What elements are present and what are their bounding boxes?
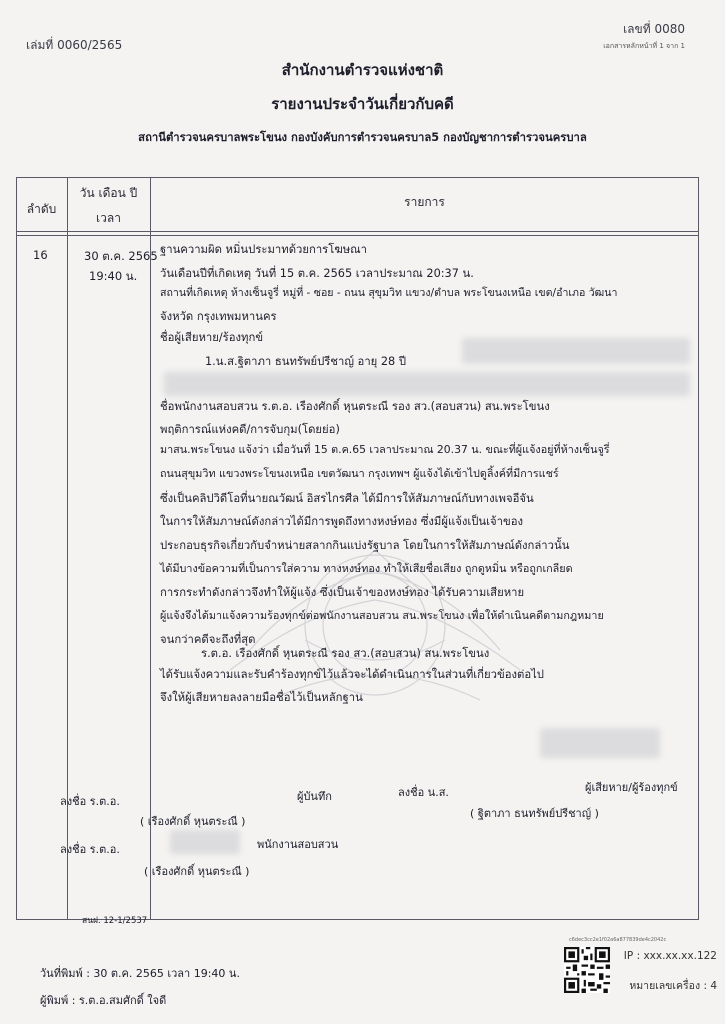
col-header-date: วัน เดือน ปี [79, 186, 138, 200]
col-header-seq: ลำดับ [26, 202, 57, 216]
narrative-line: ซึ่งเป็นคลิปวิดีโอที่นายณวัฒน์ อิสรไกรศีล ได้มีการให้สัมภาษณ์กับทางเพจอีจัน [160, 492, 534, 505]
entry-seq: 16 [33, 248, 48, 262]
form-code: สนฝ. 12-1/2537 [82, 916, 148, 926]
document-hash: c6dec3cc2e1f02a6a877839de4c2042c [569, 937, 667, 943]
investigator-name: ( เรืองศักดิ์ หุนตระณี ) [144, 865, 250, 878]
table-col-divider [150, 177, 151, 920]
ip-address: IP : xxx.xx.xx.122 [623, 950, 717, 962]
narrative-line: การกระทำดังกล่าวจึงทำให้ผู้แจ้ง ซึ่งเป็นเจ้าของหงษ์ทอง ได้รับความเสียหาย [160, 586, 525, 599]
narrative-line: มาสน.พระโขนง แจ้งว่า เมื่อวันที่ 15 ต.ค.65 เวลาประมาณ 20.37 น. ขณะที่ผู้แจ้งอยู่ที่ห้างเซ็นจูรี่ [160, 443, 610, 456]
col-header-time: เวลา [96, 211, 121, 225]
entry-time: 19:40 น. [89, 269, 138, 283]
narrative-line: ในการให้สัมภาษณ์ดังกล่าวได้มีการพูดถึงทางหงษ์ทอง ซึ่งมีผู้แจ้งเป็นเจ้าของ [160, 515, 523, 528]
document-number: เลขที่ 0080 [623, 22, 685, 36]
narrative-line: ผู้แจ้งจึงได้มาแจ้งความร้องทุกข์ต่อพนักงานสอบสวน สน.พระโขนง เพื่อให้ดำเนินคดีตามกฎหมาย [160, 609, 604, 622]
agency-title: สำนักงานตำรวจแห่งชาติ [281, 61, 444, 79]
detail-line: สถานที่เกิดเหตุ ห้างเซ็นจูรี่ หมู่ที่ - ซอย - ถนน สุขุมวิท แขวง/ตำบล พระโขนงเหนือ เขต/อำเภอ วัฒนา [160, 287, 618, 299]
station-name: สถานีตำรวจนครบาลพระโขนง กองบังคับการตำรวจนครบาล5 กองบัญชาการตำรวจนครบาล [138, 131, 587, 144]
detail-line: จังหวัด กรุงเทพมหานคร [160, 310, 277, 323]
sign-label-investigator: ลงชื่อ ร.ต.อ. [60, 843, 120, 856]
print-date: วันที่พิมพ์ : 30 ต.ค. 2565 เวลา 19:40 น. [40, 967, 240, 980]
sheet-number: เอกสารหลักหน้าที่ 1 จาก 1 [603, 42, 685, 50]
machine-number: หมายเลขเครื่อง : 4 [629, 980, 717, 992]
narrative-line: ได้รับแจ้งความและรับคำร้องทุกข์ไว้แล้วจะได้ดำเนินการในส่วนที่เกี่ยวข้องต่อไป [160, 668, 544, 681]
detail-line: ชื่อผู้เสียหาย/ร้องทุกข์ [160, 331, 264, 344]
printer-name: ผู้พิมพ์ : ร.ต.อ.สมศักดิ์ ใจดี [40, 994, 167, 1007]
sign-label-complainant: ลงชื่อ น.ส. [398, 786, 449, 799]
qr-code-icon [564, 947, 610, 993]
complainant-name: ( ฐิตาภา ธนทรัพย์ปรีชาญ์ ) [470, 807, 599, 820]
report-title: รายงานประจำวันเกี่ยวกับคดี [271, 95, 454, 113]
table-header-divider [16, 231, 699, 232]
book-number: เล่มที่ 0060/2565 [26, 38, 123, 52]
narrative-line: ร.ต.อ. เรืองศักดิ์ หุนตระณี รอง สว.(สอบสวน) สน.พระโขนง [201, 647, 490, 660]
investigator-line: ชื่อพนักงานสอบสวน ร.ต.อ. เรืองศักดิ์ หุนตระณี รอง สว.(สอบสวน) สน.พระโขนง [160, 400, 550, 413]
narrative-line: จนกว่าคดีจะถึงที่สุด [160, 633, 256, 646]
recorder-name: ( เรืองศักดิ์ หุนตระณี ) [140, 815, 246, 828]
narrative-line: ถนนสุขุมวิท แขวงพระโขนงเหนือ เขตวัฒนา กรุงเทพฯ ผู้แจ้งได้เข้าไปดูลิ้งค์ที่มีการแชร์ [160, 467, 559, 480]
complainant-line: 1.น.ส.ฐิตาภา ธนทรัพย์ปรีชาญ์ อายุ 28 ปี [205, 355, 407, 368]
detail-line: ฐานความผิด หมิ่นประมาทด้วยการโฆษณา [160, 243, 367, 256]
redaction-block [164, 372, 690, 396]
sign-label-recorder: ลงชื่อ ร.ต.อ. [60, 795, 120, 808]
detail-line: พฤติการณ์แห่งคดี/การจับกุม(โดยย่อ) [160, 423, 340, 436]
redacted-signature [540, 728, 660, 758]
redaction-block [462, 338, 690, 364]
table-header-divider [16, 235, 699, 236]
narrative-line: จึงให้ผู้เสียหายลงลายมือชื่อไว้เป็นหลักฐาน [160, 691, 363, 704]
detail-line: วันเดือนปีที่เกิดเหตุ วันที่ 15 ต.ค. 2565 เวลาประมาณ 20:37 น. [160, 267, 474, 280]
investigator-role: พนักงานสอบสวน [257, 838, 339, 851]
entry-date: 30 ต.ค. 2565 [84, 249, 158, 263]
complainant-role: ผู้เสียหาย/ผู้ร้องทุกข์ [585, 781, 678, 794]
narrative-line: ประกอบธุรกิจเกี่ยวกับจำหน่ายสลากกินแบ่งรัฐบาล โดยในการให้สัมภาษณ์ดังกล่าวนั้น [160, 539, 570, 552]
narrative-line: ได้มีบางข้อความที่เป็นการใส่ความ ทางหงษ์ทอง ทำให้เสียชื่อเสียง ถูกดูหมิ่น หรือถูกเกลียด [160, 562, 573, 575]
col-header-details: รายการ [404, 195, 445, 209]
recorder-role: ผู้บันทึก [297, 790, 332, 803]
redacted-signature [170, 830, 240, 854]
